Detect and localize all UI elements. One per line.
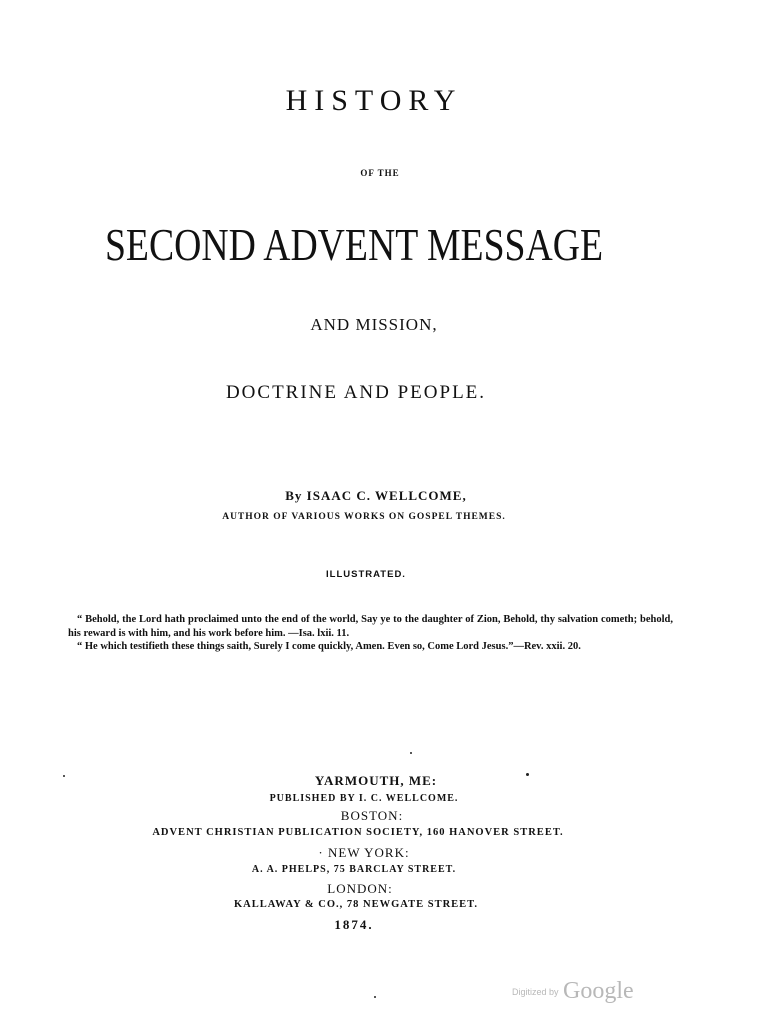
title-history: HISTORY <box>285 84 463 117</box>
imprint-london-publisher: KALLAWAY & CO., 78 NEWGATE STREET. <box>233 899 479 910</box>
epigraphs <box>68 613 673 654</box>
scan-speck <box>410 752 412 754</box>
main-title: SECOND ADVENT MESSAGE <box>104 219 604 270</box>
imprint-boston-publisher: ADVENT CHRISTIAN PUBLICATION SOCIETY, 160 HANOVER STREET. <box>152 827 564 838</box>
google-watermark <box>512 978 634 1005</box>
watermark-prefix: Digitized by <box>512 987 559 997</box>
illustrated-note: ILLUSTRATED. <box>326 569 406 580</box>
author-description: AUTHOR OF VARIOUS WORKS ON GOSPEL THEMES. <box>222 512 506 522</box>
scan-speck <box>63 775 65 777</box>
epigraph-revelation: “ He which testifieth these things saith, Surely I come quickly, Amen. Even so, Come Lord Jesus.”—Rev. xxii. 20. <box>77 641 581 652</box>
imprint-new-york: · NEW YORK: <box>318 845 410 860</box>
imprint-year: 1874. <box>334 917 374 932</box>
epigraph-isaiah: “ Behold, the Lord hath proclaimed unto the end of the world, Say ye to the daughter of Zion, Behold, thy salvation cometh; behold, his reward is with him, and his work before him. —Isa. lxii. 11. <box>68 614 673 639</box>
author-byline: By ISAAC C. WELLCOME, <box>285 488 467 503</box>
google-logo: Google <box>562 978 634 1004</box>
scan-speck <box>374 996 376 998</box>
imprint-yarmouth: YARMOUTH, ME: <box>314 773 438 788</box>
subtitle-doctrine-people: DOCTRINE AND PEOPLE. <box>225 382 487 403</box>
imprint-new-york-publisher: A. A. PHELPS, 75 BARCLAY STREET. <box>251 864 457 875</box>
title-of-the: OF THE <box>360 168 400 178</box>
imprint-london: LONDON: <box>327 881 393 896</box>
imprint-published-by: PUBLISHED BY I. C. WELLCOME. <box>269 793 459 804</box>
imprint-boston: BOSTON: <box>340 808 404 823</box>
scan-speck <box>526 773 529 776</box>
subtitle-and-mission: AND MISSION, <box>310 315 438 334</box>
